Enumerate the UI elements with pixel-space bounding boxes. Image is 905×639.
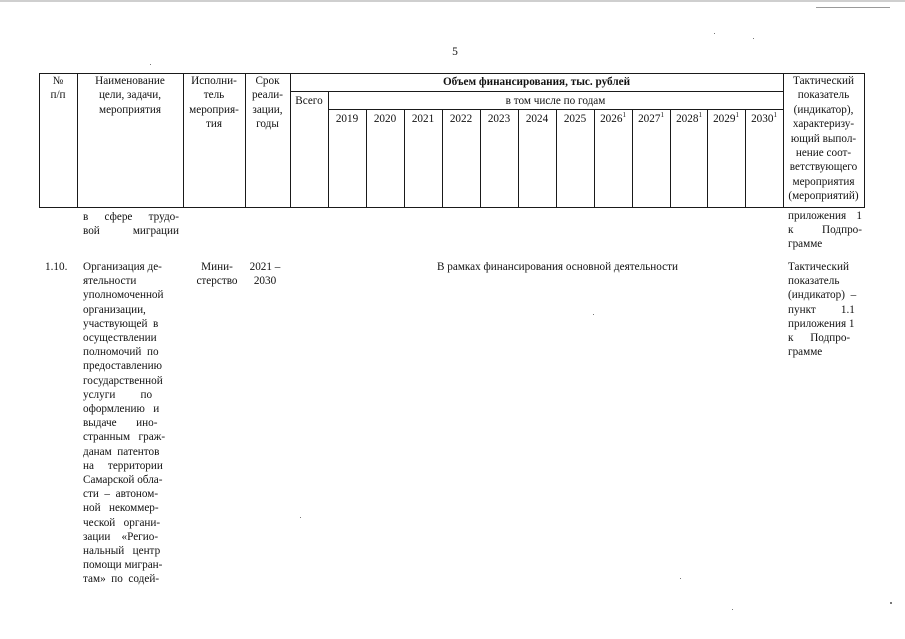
funding-header-divider [290, 91, 783, 92]
text-line: Организация де- [83, 261, 162, 273]
header-name: Наименование цели, задачи, мероприятия [95, 75, 165, 116]
year-label: 2020 [373, 113, 397, 125]
year-label: 2030 [751, 113, 774, 125]
year-header-2024 [518, 112, 556, 126]
text-line: данам патентов [83, 445, 160, 458]
row-period [246, 260, 284, 288]
text-line: показатель [788, 275, 840, 288]
grid-line [864, 73, 865, 208]
year-label: 2022 [449, 113, 473, 125]
text-line: зации «Регио- [83, 530, 159, 543]
text-line: в сфере трудо- [83, 211, 179, 223]
page-number: 5 [452, 46, 458, 58]
year-header-2027 [632, 112, 670, 126]
text-line: выдаче ино- [83, 417, 158, 430]
text-line: Мини- [201, 261, 233, 273]
text-line: помощи мигран- [83, 559, 163, 572]
text-line: полномочий по [83, 346, 159, 359]
footnote-marker: 1 [735, 111, 739, 119]
text-line: приложения 1 [788, 317, 855, 330]
text-line: нальный центр [83, 545, 161, 558]
text-line: уполномоченной [83, 289, 164, 302]
header-total: Всего [295, 95, 323, 107]
year-label: 2028 [676, 113, 699, 125]
text-line: стерство [196, 275, 238, 288]
text-line: 2030 [253, 275, 277, 288]
scan-speck [150, 64, 151, 65]
scan-speck [753, 38, 754, 39]
year-header-2019 [328, 112, 366, 126]
footnote-marker: 1 [660, 111, 664, 119]
year-header-2028 [670, 112, 708, 126]
continuation-indicator [788, 209, 862, 252]
text-line: к Подпро- [788, 332, 851, 345]
row-number: 1.10. [45, 261, 68, 273]
text-line: услуги по [83, 388, 153, 401]
header-executor: Исполни- тель мероприя- тия [189, 75, 239, 131]
year-label: 2019 [335, 113, 359, 125]
year-label: 2026 [600, 113, 623, 125]
scan-speck [732, 609, 733, 610]
year-header-2030 [745, 112, 783, 126]
header-by-years: в том числе по годам [505, 95, 606, 107]
year-label: 2027 [638, 113, 661, 125]
text-line: пункт 1.1 [788, 303, 855, 316]
year-label: 2021 [411, 113, 435, 125]
year-label: 2029 [713, 113, 736, 125]
text-line: Тактический [788, 261, 849, 273]
header-indicator: Тактический показатель (индикатор), характеризу- ющий выпол- нение соот- ветствующего мероприятия (мероприятий) [788, 75, 859, 203]
continuation-name [83, 210, 179, 238]
text-line: 2021 – [249, 261, 281, 273]
row-executor [189, 260, 245, 288]
year-header-2023 [480, 112, 518, 126]
year-header-2029 [707, 112, 745, 126]
row-name [83, 260, 179, 587]
scan-speck [890, 602, 892, 604]
text-line: там» по содей- [83, 573, 160, 586]
scan-speck [300, 517, 301, 518]
row-funding-note: В рамках финансирования основной деятельности [437, 261, 678, 273]
text-line: сти – автоном- [83, 488, 159, 501]
text-line: (индикатор) – [788, 289, 857, 302]
footnote-marker: 1 [622, 111, 626, 119]
text-line: на территории [83, 459, 163, 472]
page-top-edge [0, 0, 905, 2]
grid-line [328, 91, 329, 208]
text-line: оформлению и [83, 403, 160, 416]
year-header-2025 [556, 112, 594, 126]
text-line: странным граж- [83, 431, 166, 444]
text-line: грамме [788, 238, 823, 251]
year-label: 2023 [487, 113, 511, 125]
year-label: 2024 [525, 113, 549, 125]
table-bottom-border [39, 207, 864, 208]
year-header-2021 [404, 112, 442, 126]
text-line: организации, [83, 303, 146, 316]
text-line: ческой органи- [83, 516, 161, 529]
text-line: государственной [83, 374, 163, 387]
text-line: участвующей в [83, 317, 159, 330]
row-indicator [788, 260, 862, 359]
footnote-marker: 1 [773, 111, 777, 119]
scan-speck [680, 578, 681, 579]
page-top-mark [816, 7, 890, 8]
year-header-2022 [442, 112, 480, 126]
scan-speck [593, 314, 594, 315]
text-line: предоставлению [83, 360, 162, 373]
text-line: вой миграции [83, 225, 179, 238]
header-period: Срок реали- зации, годы [251, 75, 284, 131]
text-line: приложения 1 [788, 210, 862, 222]
year-header-2020 [366, 112, 404, 126]
text-line: ятельности [83, 275, 137, 288]
header-num: № п/п [50, 75, 66, 102]
header-funding: Объем финансирования, тыс. рублей [442, 76, 631, 88]
text-line: осуществлении [83, 332, 157, 345]
year-header-2026 [594, 112, 632, 126]
year-label: 2025 [563, 113, 587, 125]
scan-speck [714, 33, 715, 34]
text-line: грамме [788, 346, 823, 359]
footnote-marker: 1 [698, 111, 702, 119]
text-line: к Подпро- [788, 224, 862, 237]
text-line: Самарской обла- [83, 474, 163, 487]
text-line: ной некоммер- [83, 502, 159, 515]
